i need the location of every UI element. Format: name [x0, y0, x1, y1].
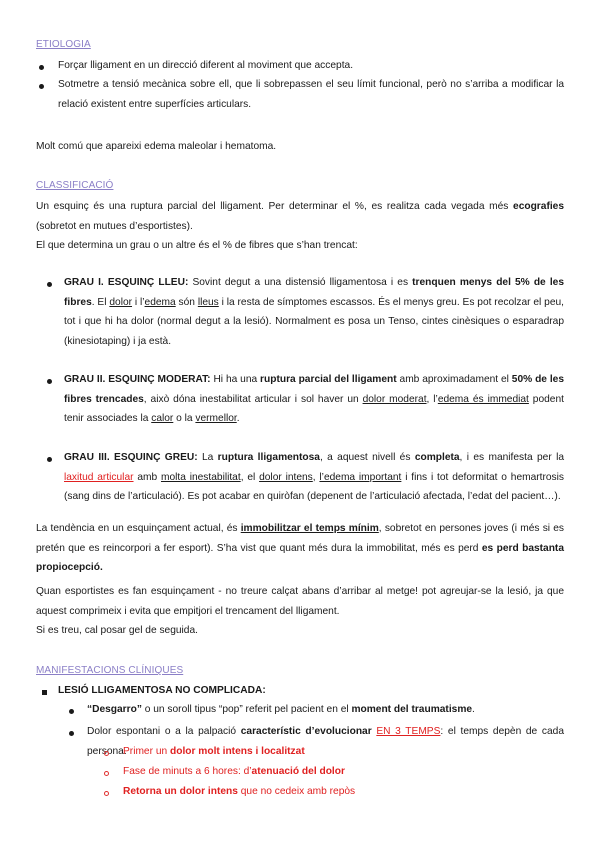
text-span: són	[175, 296, 198, 308]
square-bullet	[42, 690, 47, 695]
bold-span: es perd bastanta propiocepció.	[36, 542, 564, 573]
underlined-span: vermellor	[195, 413, 237, 424]
text-span: La	[197, 452, 218, 463]
text-span: amb aproximadament el	[396, 374, 512, 385]
bold-span: Retorna un dolor intens	[123, 786, 238, 797]
text-span: , i es manifesta per la	[459, 452, 564, 463]
bullet-dot	[47, 379, 52, 384]
grau-1-item	[64, 273, 564, 351]
bold-span: ecografies	[513, 201, 564, 212]
bold-span: trenquen menys del 5% de les fibres	[64, 277, 564, 308]
underlined-span: l’edema important	[319, 471, 402, 483]
text-span: Un esquinç és una ruptura parcial del lligament. Per determinar el %, es realitza cada vegada més	[36, 201, 514, 212]
text-span: podent tenir associades la	[64, 393, 564, 424]
text-span: i fins i tot deformitat o hemartrosis (sang dins de l’articulació). Es pot acabar en quiròfan (depenent de l’articulació afectada, l’edat del pacient…).	[64, 471, 565, 502]
lesio-subheading	[58, 681, 558, 701]
esportistes-paragraph: Quan esportistes es fan esquinçament - no treure calçat abans d’arribar al metge! pot agreujar-se la lesió, ja que aquest comprimeix i evita que empitjori el trencament del lligament.	[36, 586, 564, 617]
text-span: o un soroll tipus “pop” referit pel pacient en el	[141, 704, 352, 715]
circle-bullet	[104, 791, 109, 796]
text-span: , això dóna inestabilitat articular i sol haver un	[143, 393, 363, 405]
circle-bullet	[104, 751, 109, 756]
text-span: (sobretot en mutues d’esportistes).	[36, 220, 193, 232]
text-span: , a aquest nivell és	[319, 452, 415, 463]
bullet-dot	[47, 457, 52, 462]
bullet-dot	[69, 709, 74, 714]
section-heading-manifestacions: MANIFESTACIONS CLÍNIQUES	[36, 665, 184, 676]
bold-span: completa	[414, 452, 460, 463]
bold-span: ruptura lligamentosa	[217, 452, 320, 463]
text-span: Fase de minuts a 6 hores: d’	[123, 766, 252, 777]
temps-2	[123, 762, 563, 782]
bold-span: característic d’evolucionar	[240, 726, 372, 737]
etiologia-note: Molt comú que apareixi edema maleolar i hematoma.	[36, 141, 277, 152]
text-span: , l’	[426, 393, 438, 405]
grau-1-title: GRAU I. ESQUINÇ LLEU:	[64, 277, 189, 288]
etiologia-bullet-2: Sotmetre a tensió mecànica sobre ell, que li sobrepassen el seu límit funcional, però no s’arriba a modificar la relació existent entre superfícies articulars.	[58, 79, 564, 110]
text-span: i l’	[132, 296, 145, 308]
bold-span: dolor molt intens i localitzat	[170, 746, 305, 757]
text-span: .	[236, 413, 240, 424]
underlined-span: dolor	[109, 296, 133, 308]
underlined-span: lleus	[197, 296, 219, 308]
underlined-span: molta inestabilitat	[160, 471, 241, 483]
etiologia-bullet-1: Forçar lligament en un direcció diferent al moviment que accepta.	[58, 60, 354, 71]
text-span: o la	[173, 413, 196, 424]
tendencia-paragraph	[36, 519, 564, 578]
underlined-span: dolor moderat	[362, 393, 427, 405]
grau-3-title: GRAU III. ESQUINÇ GREU:	[64, 452, 198, 463]
section-heading-etiologia: ETIOLOGIA	[36, 39, 91, 50]
underlined-span: edema és immediat	[437, 393, 529, 405]
red-underlined-span: laxitud articular	[64, 471, 134, 483]
temps-1	[123, 742, 563, 762]
underlined-span: edema	[144, 296, 176, 308]
bold-underlined-span: immobilitzar el temps mínim	[240, 523, 379, 534]
text-span: La tendència en un esquinçament actual, és	[36, 523, 241, 534]
text-span: ,	[312, 471, 320, 483]
text-span: , el	[240, 471, 260, 483]
bullet-dot	[47, 282, 52, 287]
bullet-dot	[39, 84, 44, 89]
bold-span: ruptura parcial del lligament	[260, 374, 397, 385]
text-span: , sobretot en persones joves (i més si es pretén que es reincorpori a fer esport). S’ha vist que quant més dura la immobilitat, més es perd	[36, 523, 564, 554]
bold-span: 50% de les fibres trencades	[64, 374, 564, 405]
bullet-dot	[39, 65, 44, 70]
circle-bullet	[104, 771, 109, 776]
underlined-span: calor	[151, 413, 174, 424]
text-span: . El	[91, 296, 110, 308]
text-span: .	[472, 704, 475, 715]
bold-span: “Desgarro”	[87, 704, 142, 715]
text-span: Primer un	[123, 746, 170, 757]
text-span: que no cedeix amb repòs	[237, 786, 356, 797]
text-span: Sovint degut a una distensió lligamentosa i es	[188, 277, 413, 288]
grau-3-item	[64, 448, 564, 507]
text-span: Dolor espontani o a la palpació	[87, 726, 241, 737]
bold-span: moment del traumatisme	[351, 704, 473, 715]
text-span: : el temps depèn de cada persona.	[87, 726, 564, 757]
classificacio-intro-2: El que determina un grau o un altre és el % de fibres que s’han trencat:	[36, 240, 358, 251]
red-underlined-span: EN 3 TEMPS	[376, 726, 441, 737]
grau-2-item	[64, 370, 564, 429]
bullet-dot	[69, 731, 74, 736]
underlined-span: dolor intens	[259, 471, 313, 483]
bold-span: LESIÓ LLIGAMENTOSA NO COMPLICADA:	[58, 685, 266, 696]
manifestacio-bullet-1	[87, 700, 564, 720]
text-span: i la resta de símptomes escassos. És el menys greu. Es pot recolzar el peu, tot i que hi ha dolor (normal degut a la lesió). Normalment es posa un Tenso, cintes cinèsiques o esparadrap (kinesiotaping) i ja està.	[64, 296, 564, 347]
section-heading-classificacio: CLASSIFICACIÓ	[36, 180, 114, 191]
gel-paragraph: Si es treu, cal posar gel de seguida.	[36, 625, 198, 636]
grau-2-title: GRAU II. ESQUINÇ MODERAT:	[64, 374, 211, 385]
classificacio-intro	[36, 197, 564, 236]
text-span: amb	[133, 471, 161, 483]
temps-3	[123, 782, 563, 802]
bold-span: atenuació del dolor	[251, 766, 345, 777]
text-span: Hi ha una	[210, 374, 261, 385]
